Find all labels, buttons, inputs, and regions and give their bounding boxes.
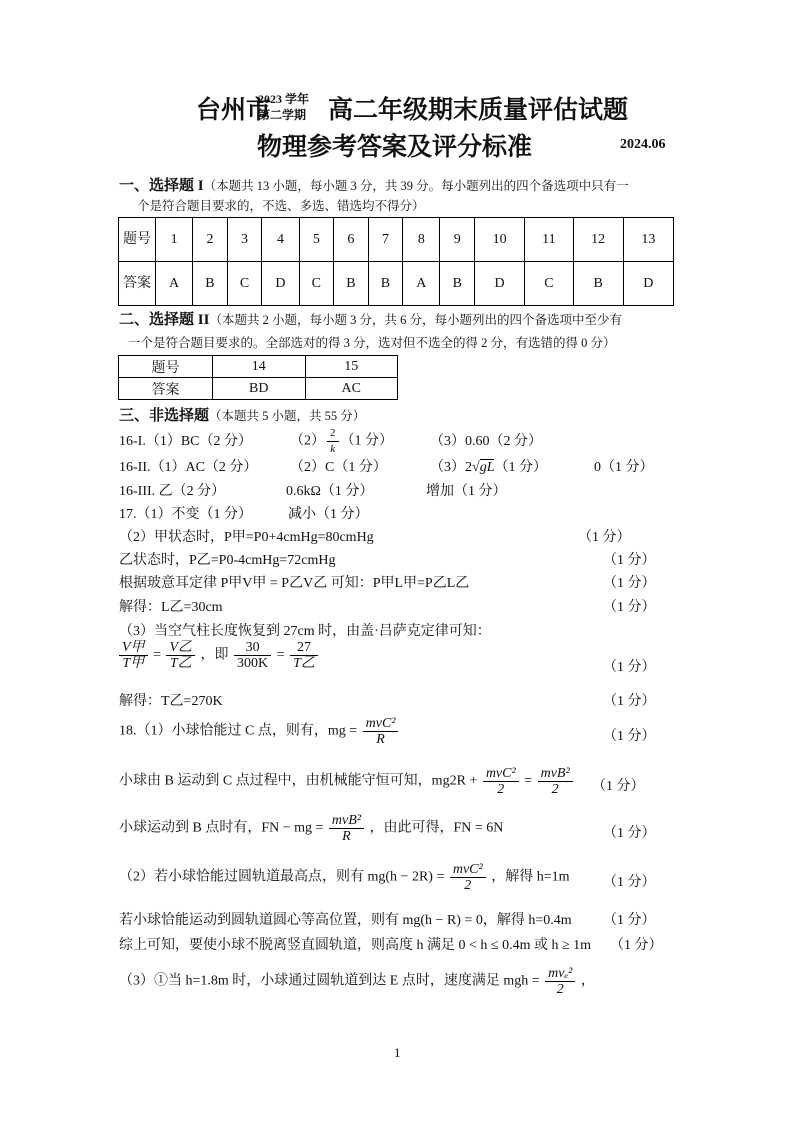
table-row xyxy=(119,262,674,306)
q17-line3-score: （1 分） xyxy=(603,553,656,568)
q16-i-3: （3）0.60（2 分） xyxy=(430,434,542,449)
cell: B xyxy=(440,262,475,306)
table-row xyxy=(119,378,398,400)
q17-line8-score: （1 分） xyxy=(603,694,656,709)
title-subtitle: 物理参考答案及评分标准 xyxy=(257,134,533,161)
cell: 14 xyxy=(213,356,306,378)
q18-line2-score: （1 分） xyxy=(592,779,645,794)
row-label-answer: 答案 xyxy=(119,378,213,400)
page-number: 1 xyxy=(394,1045,401,1060)
section1-answer-table xyxy=(118,217,674,306)
section2-answer-table xyxy=(118,355,398,400)
q18-line2: 小球由 B 运动到 C 点过程中，由机械能守恒可知，mg2R + $\frac{\text{mvC²}}{2}$ = $\frac{\text{mvB²}}{2}$ xyxy=(119,766,575,797)
cell: 5 xyxy=(299,218,334,262)
cell: BD xyxy=(213,378,306,400)
cell: 7 xyxy=(368,218,403,262)
cell: A xyxy=(403,262,440,306)
cell: AC xyxy=(305,378,398,400)
q18-line7: （3）①当 h=1.8m 时，小球通过圆轨道到达 E 点时，速度满足 mgh = $\frac{\text{mvₑ²}}{2}$ ， xyxy=(119,966,595,997)
cell: 12 xyxy=(573,218,623,262)
q18-line4: （2）若小球恰能过圆轨道最高点，则有 mg(h − 2R) = $\frac{\text{mvC²}}{2}$ ，解得 h=1m xyxy=(119,862,570,893)
q18-line1: 18.（1）小球恰能过 C 点，则有，mg = $\frac{\text{mvC²}}{R}$ xyxy=(119,716,400,747)
q17-line7-equation: $\frac{\text{V甲}}{\text{T甲}}$ = $\frac{\text{V乙}}{\text{T乙}}$ ，即 $\frac{30}{300K}$ = $\frac{27}{\text{T乙}}$ xyxy=(117,640,320,671)
q18-line3: 小球运动到 B 点时有，FN − mg = $\frac{\text{mvB²}}{R}$ ，由此可得，FN = 6N xyxy=(119,813,504,844)
cell: 8 xyxy=(403,218,440,262)
section1-desc-2: 个是符合题目要求的，不选、多选、错选均不得分） xyxy=(137,199,425,213)
section1-header xyxy=(119,174,629,195)
q17-line4: 根据玻意耳定律 P甲V甲 = P乙V乙 可知：P甲L甲=P乙L乙 xyxy=(119,576,470,591)
q16-iii-1: 16-III. 乙（2 分） xyxy=(119,484,226,499)
cell: D xyxy=(623,262,673,306)
q18-line6: 综上可知，要使小球不脱离竖直圆轨道，则高度 h 满足 0 < h ≤ 0.4m 或 h ≥ 1m xyxy=(119,938,592,953)
q16-ii-3: （3）2√gL（1 分） xyxy=(430,460,547,475)
q18-line6-score: （1 分） xyxy=(610,938,663,953)
title-year: 2023 学年 xyxy=(258,92,310,106)
q17-line5-score: （1 分） xyxy=(603,600,656,615)
q16-ii-2: （2）C（1 分） xyxy=(290,460,387,475)
cell: B xyxy=(573,262,623,306)
cell: 6 xyxy=(334,218,369,262)
cell: A xyxy=(156,262,193,306)
cell: B xyxy=(368,262,403,306)
q17-line4-score: （1 分） xyxy=(603,576,656,591)
title-main: 高二年级期末质量评估试题 xyxy=(328,97,629,124)
title-city: 台州市 xyxy=(196,97,272,124)
q17-line1b: 减小（1 分） xyxy=(288,507,369,522)
cell: 15 xyxy=(305,356,398,378)
cell: D xyxy=(475,262,525,306)
section1-desc: （本题共 13 小题，每小题 3 分，共 39 分。每小题列出的四个备选项中只有一 xyxy=(203,179,629,193)
q18-line3-score: （1 分） xyxy=(603,826,656,841)
cell: 13 xyxy=(623,218,673,262)
cell: 4 xyxy=(262,218,299,262)
q17-line1a: 17.（1）不变（1 分） xyxy=(119,507,252,522)
cell: 10 xyxy=(475,218,525,262)
cell: D xyxy=(262,262,299,306)
q18-line4-score: （1 分） xyxy=(603,875,656,890)
q17-line2: （2）甲状态时，P甲=P0+4cmHg=80cmHg xyxy=(119,530,374,545)
q16-ii-1: 16-II.（1）AC（2 分） xyxy=(119,460,258,475)
q18-line5-score: （1 分） xyxy=(603,913,656,928)
table-row xyxy=(119,356,398,378)
q18-line5: 若小球恰能运动到圆轨道圆心等高位置，则有 mg(h − R) = 0，解得 h=0.4m xyxy=(119,913,572,928)
row-label-answer: 答案 xyxy=(119,262,156,306)
cell: 2 xyxy=(193,218,228,262)
section2-desc: （本题共 2 小题，每小题 3 分，共 6 分，每小题列出的四个备选项中至少有 xyxy=(209,313,622,327)
section2-desc-2: 一个是符合题目要求的。全部选对的得 3 分，选对但不选全的得 2 分，有选错的得 0 分） xyxy=(128,336,616,350)
cell: 1 xyxy=(156,218,193,262)
cell: C xyxy=(525,262,573,306)
title-date: 2024.06 xyxy=(620,137,666,152)
q17-line8: 解得：T乙=270K xyxy=(119,694,223,709)
section2-header xyxy=(119,308,622,329)
cell: C xyxy=(227,262,262,306)
q17-line5: 解得：L乙=30cm xyxy=(119,600,223,615)
q16-ii-4: 0（1 分） xyxy=(594,460,654,475)
section1-heading: 一、选择题 I xyxy=(119,178,204,194)
section2-heading: 二、选择题 II xyxy=(119,312,210,328)
section3-heading: 三、非选择题 xyxy=(119,408,210,424)
cell: 11 xyxy=(525,218,573,262)
cell: B xyxy=(193,262,228,306)
section3-desc: （本题共 5 小题，共 55 分） xyxy=(209,409,366,423)
row-label-question: 题号 xyxy=(119,218,156,262)
q16-iii-3: 增加（1 分） xyxy=(426,484,507,499)
q17-line2-score: （1 分） xyxy=(578,530,631,545)
q16-i-2: （2） $\frac{2}{k}$ （1 分） xyxy=(290,427,393,455)
title-semester: 第二学期 xyxy=(258,108,307,122)
q17-line6: （3）当空气柱长度恢复到 27cm 时，由盖·吕萨克定律可知： xyxy=(119,624,491,639)
cell: B xyxy=(334,262,369,306)
q17-line7-score: （1 分） xyxy=(603,660,656,675)
q16-iii-2: 0.6kΩ（1 分） xyxy=(286,484,374,499)
row-label-question: 题号 xyxy=(119,356,213,378)
q17-line3: 乙状态时，P乙=P0-4cmHg=72cmHg xyxy=(119,553,336,568)
q16-i-1: 16-I.（1）BC（2 分） xyxy=(119,434,252,449)
table-row xyxy=(119,218,674,262)
cell: 9 xyxy=(440,218,475,262)
cell: 3 xyxy=(227,218,262,262)
cell: C xyxy=(299,262,334,306)
q18-line1-score: （1 分） xyxy=(603,729,656,744)
section3-header xyxy=(119,404,365,425)
